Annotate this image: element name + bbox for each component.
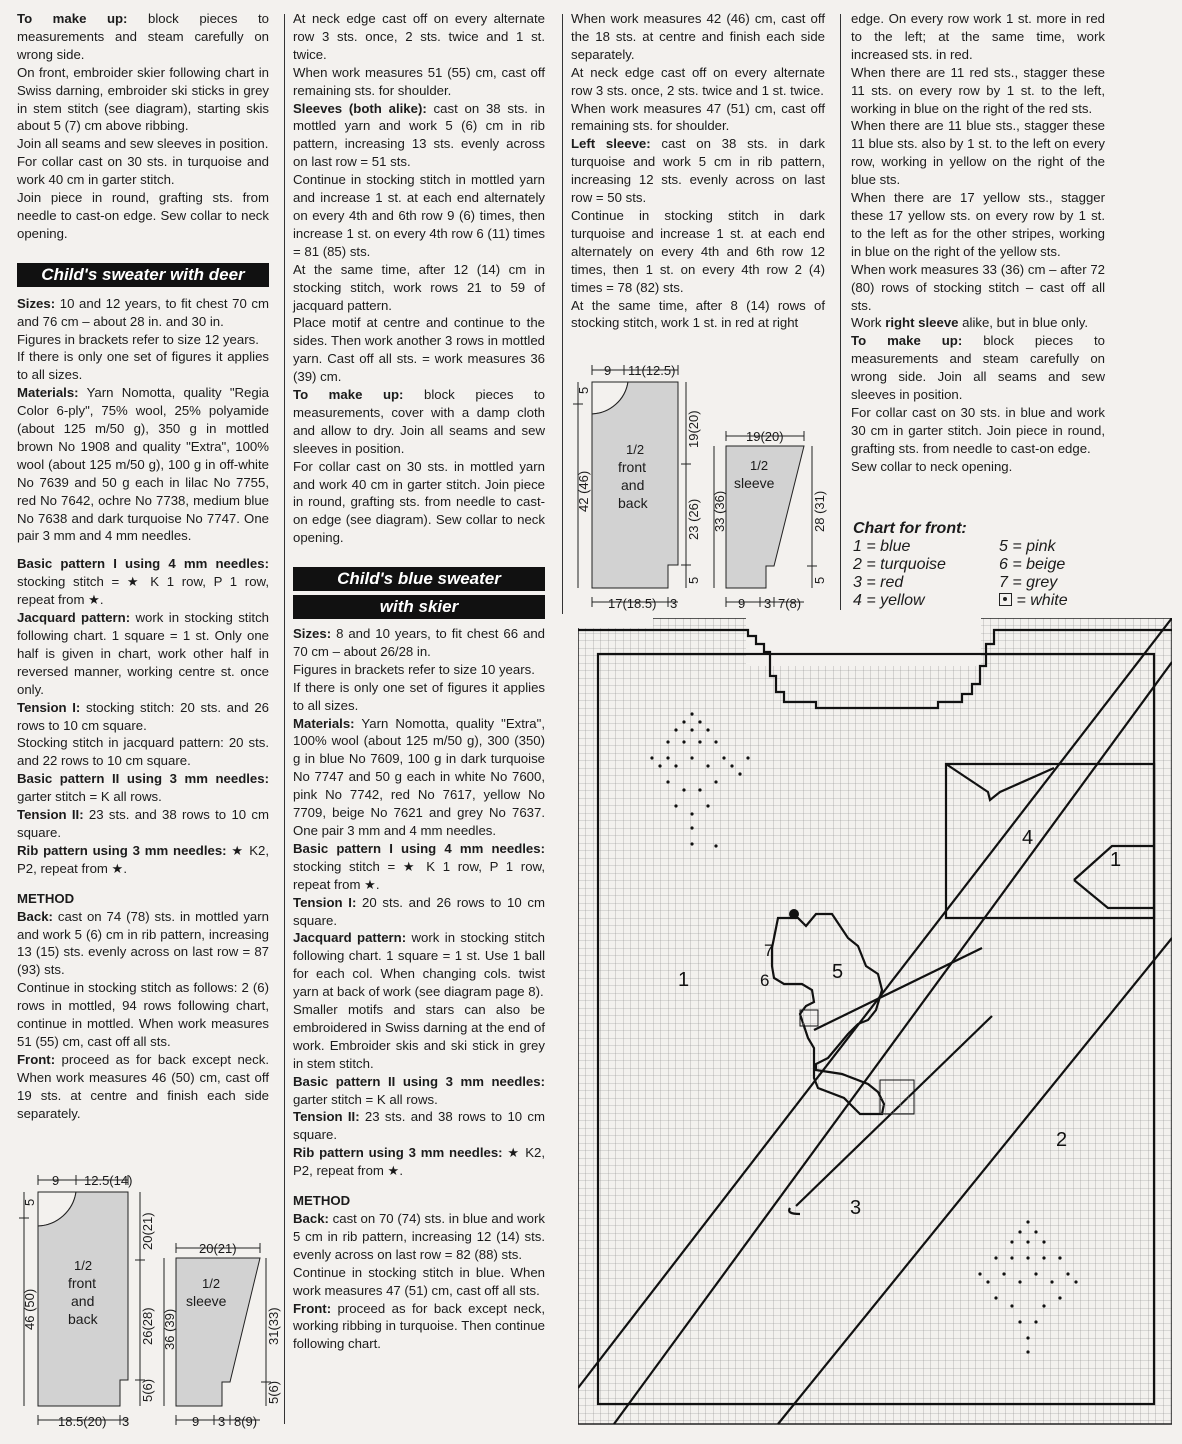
neck-paragraph: At neck edge cast off on every alternate row 3 sts. once, 2 sts. twice and 1 st. twice. [293,11,545,62]
c4-p5: When work measures 33 (36) cm – after 72 (80) rows of stocking stitch – cast off all sts. [851,261,1105,313]
column-2 [293,10,545,1353]
chart-legend [853,520,1093,610]
sizes-paragraph: Sizes: 10 and 12 years, to fit chest 70 cm and 76 cm – about 28 in. and 30 in. [17,295,269,329]
collar-paragraph-4: For collar cast on 30 sts. in blue and work 30 cm in garter stitch. Join piece in round, grafting sts. from needle to cast-on edge. [851,404,1105,456]
skier-dim-left-main: 42 (46) [576,470,591,512]
skier-size-diagram [568,360,838,612]
tension-2: Tension II: 23 sts. and 38 rows to 10 cm square. [17,807,269,840]
skier-label-3: and [621,477,645,493]
skier-dim-right-b: 23 (26) [686,498,701,540]
deer-sleeve-b2: 3 [218,1414,226,1429]
deer-sleeve-label-2: sleeve [186,1293,227,1309]
sleeves-continue: Continue in stocking stitch in mottled yarn and increase 1 st. at each end alternately on every 4th and 6th row 9 (6) times, then increase 1 st. on every 4th row 6 (11) times = 81 (85) sts. [293,172,545,259]
left-sleeve-paragraph: Left sleeve: cast on 38 sts. in dark turquoise and work 5 cm in rib pattern, increasing 12 sts. evenly across on last row = 50 sts. [571,136,825,206]
column-1 [17,10,269,1122]
skier-title-line-1: Child's blue sweater [293,567,545,591]
skier-dim-right-a: 19(20) [686,410,701,448]
column-divider-2 [562,14,563,614]
legend-item: 5 = pink [999,538,1056,555]
right-sleeve-paragraph: Work right sleeve alike, but in blue only. [851,315,1089,331]
c4-p3: When there are 11 blue sts., stagger these 11 blue sts. also by 1 st. to the left on every row, working in yellow on the right of the blue sts. [851,118,1105,188]
legend-item: 4 = yellow [853,592,925,609]
skier-brackets: Figures in brackets refer to size 10 years. [293,661,535,677]
deer-dim-right-a: 20(21) [140,1212,155,1250]
back-paragraph: Back: cast on 74 (78) sts. in mottled yarn and work 5 (6) cm in rib pattern, increasing 13 (15) sts. evenly across on last row = 87 (93) sts. [17,908,269,978]
deer-dim-bottom-a: 18.5(20) [58,1414,107,1429]
column-divider-1 [284,14,285,1424]
deer-sleeve-label-1: 1/2 [202,1276,221,1291]
deer-section-title: Child's sweater with deer [17,263,269,287]
skier-tension-1: Tension I: 20 sts. and 26 rows to 10 cm square. [293,894,545,928]
c4-p1: edge. On every row work 1 st. more in red to the left; at the same time, work increased sts. in red. [851,11,1105,62]
skier-sleeve-left: 33 (36) [712,490,727,532]
skier-label-4: back [618,495,648,511]
skier-sleeve-label-2: sleeve [734,475,775,491]
skier-rib: Rib pattern using 3 mm needles: ★ K2, P2, repeat from ★. [293,1145,545,1179]
area-label-2: 2 [1056,1129,1068,1151]
jacquard-paragraph: Jacquard pattern: work in stocking stitch following chart. 1 square = 1 st. Only one half is given in chart, work other half in reversed manner, working centre st. once only. [17,610,269,697]
c3-p4: Continue in stocking stitch in dark turquoise and increase 1 st. at each end alternately on every 4th and 6th row 12 times, then 1 st. on every 4th row 2 (4) times = 78 (82) sts. [571,207,825,295]
deer-dim-right-b: 26(28) [140,1307,155,1345]
makeup-paragraph-2: To make up: block pieces to measurements, cover with a damp cloth and allow to dry. Join all seams and sew sleeves in position. [293,387,545,456]
column-3 [571,10,825,332]
deer-sleeve-top: 20(21) [199,1241,237,1256]
skier-sleeve-rc: 5 [812,576,827,584]
legend-title: Chart for front: [853,520,967,537]
skier-back: Back: cast on 70 (74) sts. in blue and work 5 cm in rib pattern, increasing 12 (14) sts. evenly across on last row = 82 (88) sts. [293,1211,545,1262]
c3-p5: At the same time, after 8 (14) rows of stocking stitch, work 1 st. in red at right [571,297,825,331]
embroider-paragraph: On front, embroider skier following chart in Swiss darning, embroider ski sticks in grey in stem stitch (see diagram), starting skis about 5 (7) cm above ribbing. [17,64,269,134]
skier-dim-right-c: 5 [686,576,701,584]
sew-paragraph: Sew collar to neck opening. [851,458,1013,474]
collar-paragraph: For collar cast on 30 sts. in turquoise and work 40 cm in garter stitch. [17,154,269,188]
skier-method-heading: METHOD [293,1193,351,1209]
deer-dim-top-a: 9 [52,1173,60,1188]
place-paragraph: Place motif at centre and continue to the sides. Then work another 3 rows in mottled yarn. Cast off all sts. = work measures 36 (39) cm. [293,315,545,385]
skier-sizes: Sizes: 8 and 10 years, to fit chest 66 and 70 cm – about 26/28 in. [293,626,545,659]
area-label-3: 3 [850,1197,862,1219]
deer-sleeve-b3: 8(9) [234,1414,258,1429]
collar-paragraph-2: For collar cast on 30 sts. in mottled yarn and work 40 cm in garter stitch. Join piece in round, grafting sts. from needle to cast-on edge (see diagram). Sew collar to neck opening. [293,458,545,546]
front-paragraph: Front: proceed as for back except neck. When work measures 46 (50) cm, cast off 19 sts. at centre and finish each side separately. [17,1051,269,1121]
measures-paragraph: When work measures 51 (55) cm, cast off remaining sts. for shoulder. [293,64,545,98]
area-label-7: 7 [764,941,774,960]
skier-sleeve-top: 19(20) [746,429,784,444]
skier-sleeve-b1: 9 [738,596,746,611]
skier-materials: Materials: Yarn Nomotta, quality "Extra", 100% wool (about 125 m/50 g), 300 (350) g in blue No 7609, 100 g in dark turquoise No 7747 and 50 g each in white No 7600, pink No 7742, red No 7617, yellow No 7709, beige No 7621 and grey No 7637. One pair 3 mm and 4 mm needles. [293,715,545,838]
c4-p4: When there are 17 yellow sts., stagger these 17 yellow sts. on every row by 1 st. to the left as for the other stripes, working in blue on the right of the yellow sts. [851,190,1105,259]
column-divider-3 [840,14,841,610]
legend-item: 1 = blue [853,538,911,555]
deer-dim-top-b: 12.5(14) [84,1173,133,1188]
area-label-5: 5 [832,961,844,983]
same-time-paragraph: At the same time, after 12 (14) cm in stocking stitch, work rows 21 to 59 of jacquard pattern. [293,261,545,313]
jacquard-chart [578,618,1172,1428]
skier-sleeve-b3: 7(8) [778,596,802,611]
deer-label-1: 1/2 [74,1258,93,1273]
sleeves-paragraph: Sleeves (both alike): cast on 38 sts. in mottled yarn and work 5 (6) cm in rib pattern, increasing 13 sts. evenly across on last row = 51 sts. [293,100,545,170]
legend-item: 6 = beige [999,556,1066,573]
deer-label-3: and [71,1293,95,1309]
makeup-paragraph-4: To make up: block pieces to measurements and steam carefully on wrong side. Join all seams and sew sleeves in position. [851,333,1105,403]
legend-item-white: = white [999,592,1068,610]
skier-dim-bottom-b: 3 [670,596,678,611]
skier-dim-bottom-a: 17(18.5) [608,596,657,611]
skier-dim-left-top: 5 [576,386,591,394]
skier-sleeve-b2: 3 [764,596,772,611]
skier-basic-pattern-1: Basic pattern I using 4 mm needles: stocking stitch = ★ K 1 row, P 1 row, repeat from ★. [293,840,545,892]
deer-size-diagram [14,1170,284,1440]
deer-label-2: front [68,1275,97,1291]
deer-dim-left-main: 46 (50) [22,1288,37,1330]
basic-pattern-1: Basic pattern I using 4 mm needles: stocking stitch = ★ K 1 row, P 1 row, repeat from ★. [17,556,269,608]
makeup-paragraph: To make up: block pieces to measurements and steam carefully on wrong side. [17,11,269,62]
c4-p2: When there are 11 red sts., stagger these 11 sts. on every row by 1 st. to the left, working in blue on the right of the red sts. [851,64,1105,116]
skier-tension-2: Tension II: 23 sts. and 38 rows to 10 cm square. [293,1109,545,1143]
tension-1b: Stocking stitch in jacquard pattern: 20 sts. and 22 rows to 10 cm square. [17,735,269,769]
c3-p2: At neck edge cast off on every alternate row 3 sts. once, 2 sts. twice and 1 st. twice. [571,64,825,98]
area-label-1-right: 1 [1110,849,1122,871]
skier-oneset: If there is only one set of figures it applies to all sizes. [293,679,545,713]
skier-basic-pattern-2: Basic pattern II using 3 mm needles: garter stitch = K all rows. [293,1073,545,1107]
deer-sleeve-left: 36 (39) [162,1308,177,1350]
tension-1: Tension I: stocking stitch: 20 sts. and 26 rows to 10 cm square. [17,699,269,733]
skier-sleeve-right: 28 (31) [812,490,827,532]
join-paragraph: Join all seams and sew sleeves in position. [17,136,269,152]
oneset-paragraph: If there is only one set of figures it applies to all sizes. [17,349,269,383]
skier-dim-top-b: 11(12.5) [628,363,676,378]
c3-p3: When work measures 47 (51) cm, cast off remaining sts. for shoulder. [571,100,825,134]
skier-section-title [293,567,545,619]
materials-paragraph: Materials: Yarn Nomotta, quality "Regia Color 6-ply", 75% wool, 25% polyamide (about 125 m/50 g), 350 g in mottled brown No 1908 and quality "Extra", 100% wool (about 125 m/50 g), 100 g in off-white No 7639 and 50 g each in lilac No 7755, red No 7642, ochre No 7738, medium blue No 7638 and dark turquoise No 7747. One pair 3 mm and 4 mm needles. [17,385,269,544]
deer-dim-right-c: 5(6) [140,1378,155,1402]
skier-front: Front: proceed as for back except neck, working ribbing in turquoise. Then continue following chart. [293,1300,545,1352]
graft-paragraph: Join piece in round, grafting sts. from needle to cast-on edge. Sew collar to neck opening. [17,190,269,241]
skier-smaller: Smaller motifs and stars can also be embroidered in Swiss darning at the end of work. Embroider skis and ski stick in grey in stem stitch. [293,1002,545,1071]
area-label-1-left: 1 [678,969,690,991]
legend-item: 2 = turquoise [853,556,946,573]
area-label-4: 4 [1022,827,1034,849]
skier-jacquard: Jacquard pattern: work in stocking stitch following chart. 1 square = 1 st. Use 1 ball for each col. When changing cols. twist yarn at back of work (see diagram page 8). [293,930,545,1000]
skier-sleeve-label-1: 1/2 [750,458,769,473]
pompom [789,909,799,919]
method-heading: METHOD [17,890,75,906]
white-boot [880,1080,914,1114]
legend-item: 3 = red [853,574,904,591]
deer-sleeve-b1: 9 [192,1414,200,1429]
continue-paragraph: Continue in stocking stitch as follows: 2 (6) rows in mottled, 94 rows following chart, continue in mottled. When work measures 51 (55) cm, cast off all sts. [17,980,269,1049]
rib-pattern: Rib pattern using 3 mm needles: ★ K2, P2, repeat from ★. [17,842,269,876]
white-square-icon [999,593,1012,606]
deer-dim-bottom-b: 3 [122,1414,130,1429]
area-label-6: 6 [760,971,770,990]
legend-item: 7 = grey [999,574,1058,591]
deer-dim-left-top: 5 [22,1198,37,1206]
basic-pattern-2: Basic pattern II using 3 mm needles: garter stitch = K all rows. [17,771,269,805]
skier-title-line-2: with skier [293,595,545,619]
skier-label-1: 1/2 [626,442,645,457]
deer-sleeve-right: 31(33) [266,1307,281,1345]
skier-continue: Continue in stocking stitch in blue. When work measures 47 (51) cm, cast off all sts. [293,1264,545,1298]
column-4 [851,10,1105,476]
skier-label-2: front [618,459,647,475]
white-glove [800,1010,818,1026]
c3-p1: When work measures 42 (46) cm, cast off the 18 sts. at centre and finish each side separately. [571,11,825,62]
skier-dim-top-a: 9 [604,363,612,378]
deer-label-4: back [68,1311,98,1327]
deer-sleeve-rc: 5(6) [266,1380,281,1404]
brackets-paragraph: Figures in brackets refer to size 12 years. [17,331,259,347]
